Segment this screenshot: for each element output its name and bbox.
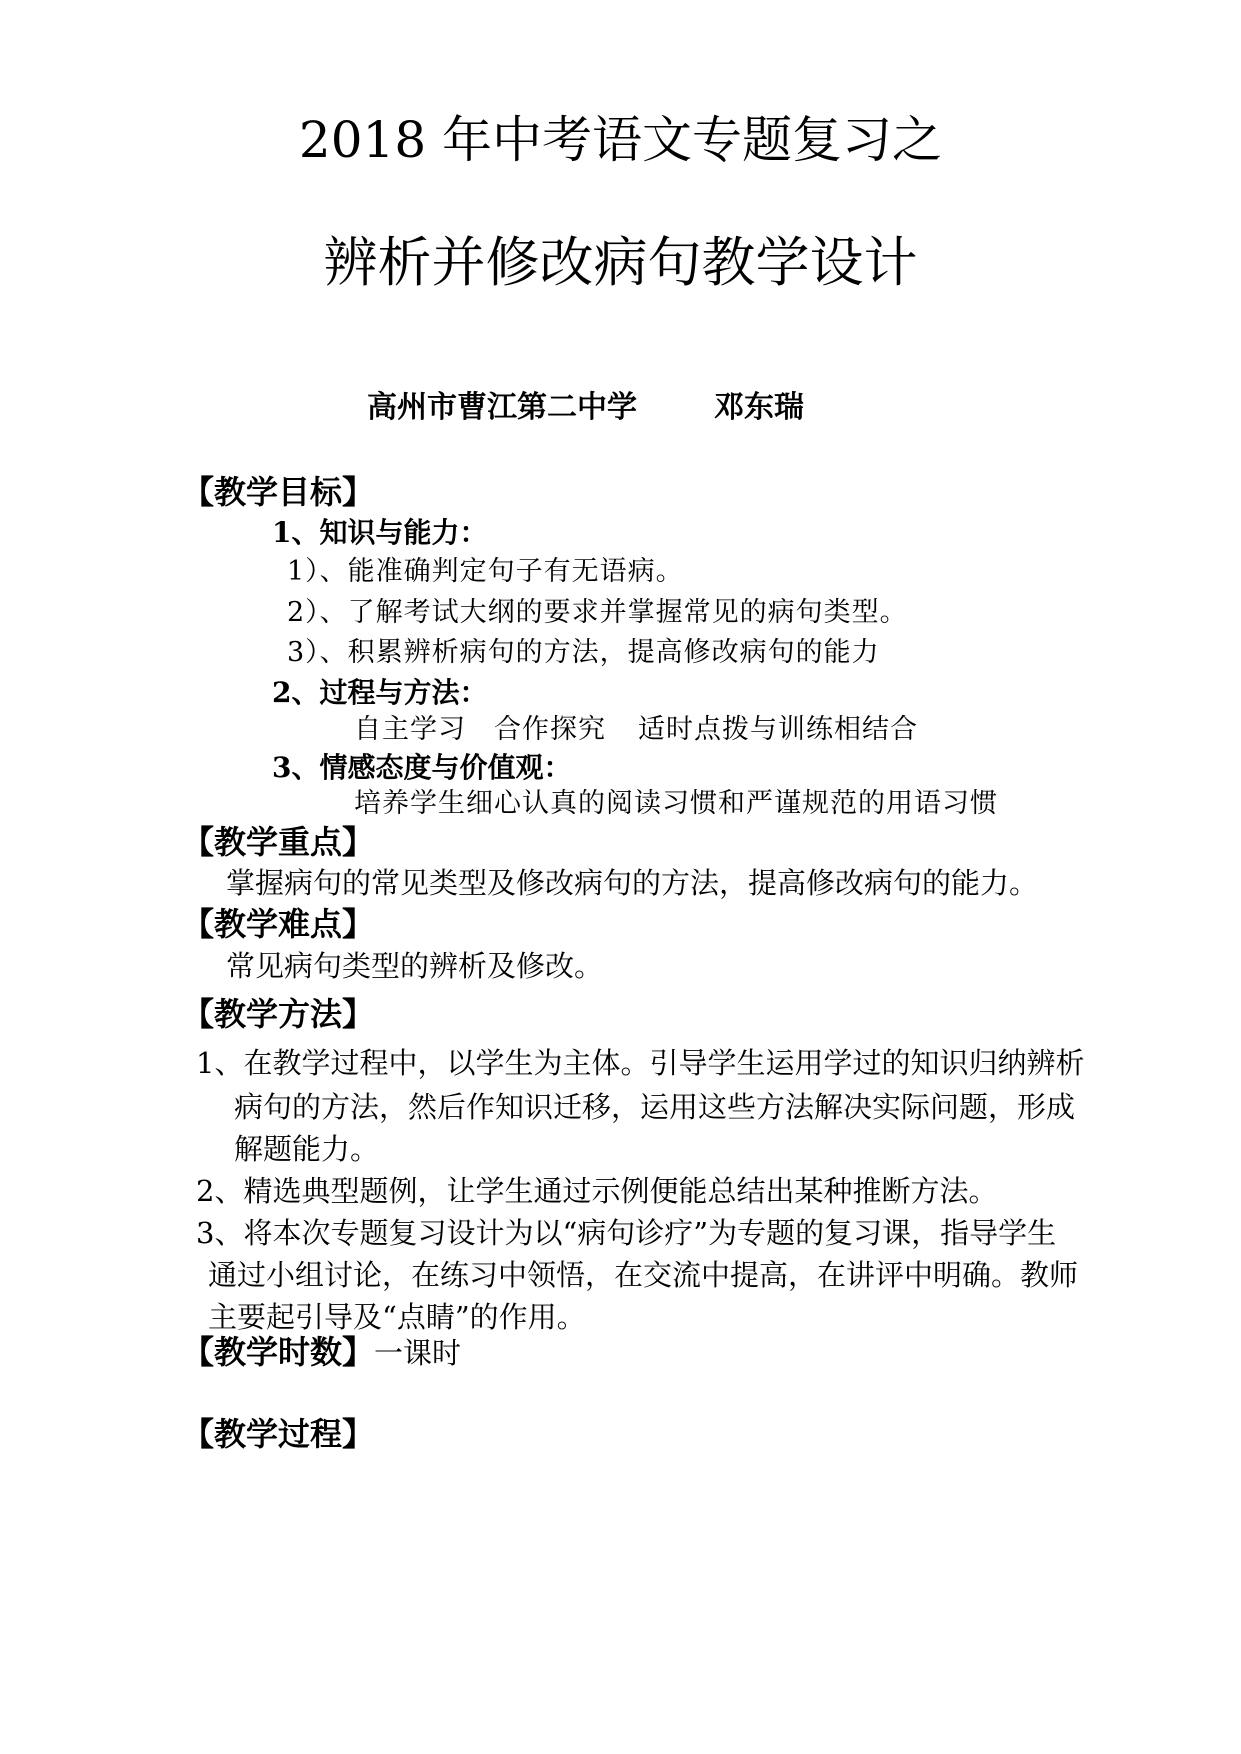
author-school: 高州市曹江第二中学 bbox=[367, 390, 637, 425]
methods-heading: 【教学方法】 bbox=[182, 995, 375, 1033]
process-section-heading: 【教学过程】 bbox=[182, 1415, 375, 1453]
hours-heading: 【教学时数】 bbox=[182, 1333, 375, 1371]
hours-row bbox=[182, 1330, 461, 1375]
objectives-heading: 【教学目标】 bbox=[182, 473, 375, 511]
emotion-text: 培养学生细心认真的阅读习惯和严谨规范的用语习惯 bbox=[354, 788, 998, 819]
difficulties-text: 常见病句类型的辨析及修改。 bbox=[226, 949, 604, 983]
key-points-text: 掌握病句的常见类型及修改病句的方法，提高修改病句的能力。 bbox=[226, 866, 1039, 900]
process-method-3: 适时点拨与训练相结合 bbox=[638, 714, 918, 745]
hours-value: 一课时 bbox=[374, 1336, 462, 1370]
knowledge-item-1: 1）、能准确判定句子有无语病。 bbox=[287, 556, 684, 587]
knowledge-label: 1、知识与能力： bbox=[272, 516, 488, 549]
process-method-2: 合作探究 bbox=[494, 714, 606, 745]
method-item-1-line-3: 解题能力。 bbox=[234, 1132, 380, 1166]
document-title-line-1: 2018 年中考语文专题复习之 bbox=[298, 111, 943, 169]
author-name: 邓东瑞 bbox=[714, 390, 804, 425]
document-title-line-2: 辨析并修改病句教学设计 bbox=[323, 231, 918, 294]
method-item-3-line-2: 通过小组讨论，在练习中领悟，在交流中提高，在讲评中明确。教师 bbox=[208, 1258, 1079, 1292]
method-item-1-line-1: 1、在教学过程中，以学生为主体。引导学生运用学过的知识归纳辨析 bbox=[196, 1046, 1085, 1080]
method-item-2-line-1: 2、精选典型题例，让学生通过示例便能总结出某种推断方法。 bbox=[196, 1174, 998, 1208]
process-label: 2、过程与方法： bbox=[272, 676, 488, 709]
difficulties-heading: 【教学难点】 bbox=[182, 905, 375, 943]
process-method-1: 自主学习 bbox=[354, 714, 466, 745]
method-item-1-line-2: 病句的方法，然后作知识迁移，运用这些方法解决实际问题，形成 bbox=[234, 1090, 1076, 1124]
knowledge-item-2: 2）、了解考试大纲的要求并掌握常见的病句类型。 bbox=[287, 597, 908, 628]
emotion-label: 3、情感态度与价值观： bbox=[272, 751, 572, 784]
key-points-heading: 【教学重点】 bbox=[182, 823, 375, 861]
method-item-3-line-1: 3、将本次专题复习设计为以“病句诊疗”为专题的复习课，指导学生 bbox=[196, 1216, 1057, 1250]
method-item-3-line-3: 主要起引导及“点睛”的作用。 bbox=[208, 1300, 586, 1334]
knowledge-item-3: 3）、积累辨析病句的方法，提高修改病句的能力 bbox=[287, 637, 880, 668]
